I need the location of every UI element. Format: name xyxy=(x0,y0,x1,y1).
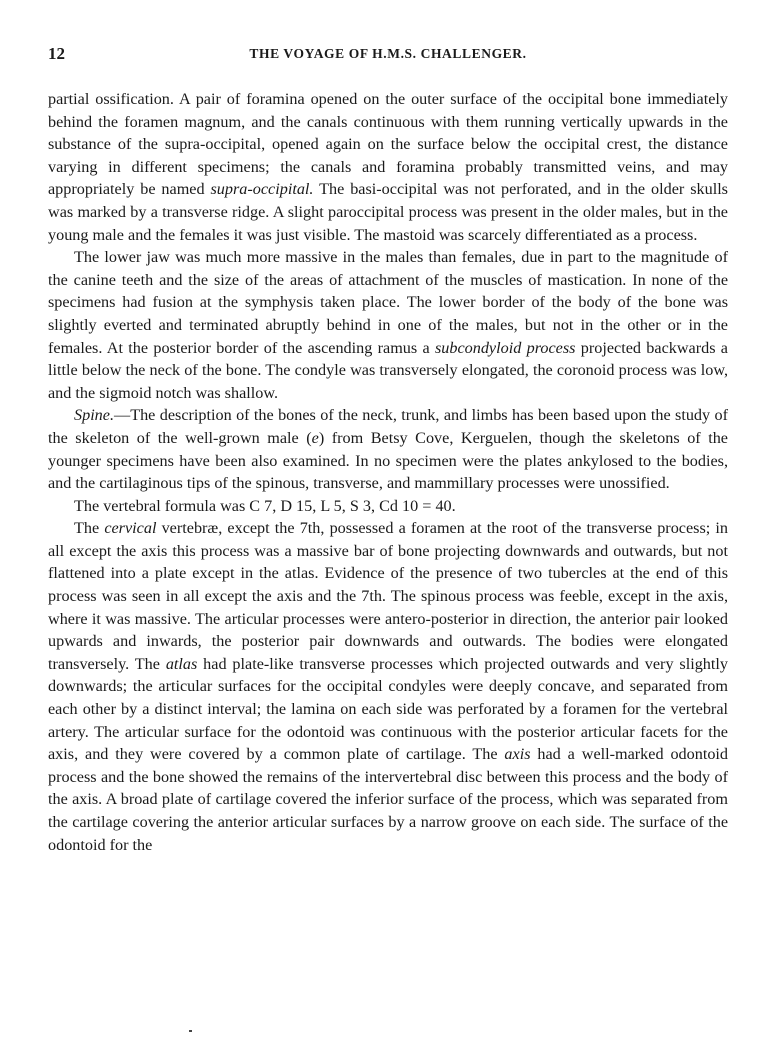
text-run: The vertebral formula was C 7, D 15, L 5, S 3, Cd 10 = 40. xyxy=(74,496,456,515)
italic-run: Spine. xyxy=(74,406,115,425)
text-run: ) from Betsy Cove, Kerguelen, though the skeletons of the younger specimens have been also examined. In no specimen were the plates ankylosed to the bodies, and the cartilaginous tips of the spinous, transverse, and mammillary processes were unossified. xyxy=(48,428,728,493)
paragraph xyxy=(48,404,728,494)
paragraph xyxy=(48,517,728,856)
text-run: The xyxy=(74,519,105,538)
italic-run: axis xyxy=(504,745,531,764)
text-run: —The description of the bones of the neck, trunk, and limbs has been based upon the study of the skeleton of the well-grown male ( xyxy=(48,406,728,447)
page-number: 12 xyxy=(48,44,65,63)
page xyxy=(48,40,728,856)
page-header xyxy=(48,40,728,68)
text-run: partial ossification. A pair of foramina opened on the outer surface of the occipital bone immediately behind the foramen magnum, and the canals continuous with them running vertically upwards in the substance of the supra-occipital, opened again on the surface below the occipital crest, the distance varying in different specimens; the canals and foramina probably transmitted veins, and may appropriately be named xyxy=(48,90,728,199)
footer-mark xyxy=(189,1030,192,1032)
text-run: had plate-like transverse processes which projected outwards and very slightly downwards; the articular surfaces for the occipital condyles were deeply concave, and separated from each other by a distinct interval; the lamina on each side was perforated by a foramen for the vertebral artery. The articular surface for the odontoid was continuous with the posterior articular facets for the axis, and they were covered by a common plate of cartilage. The xyxy=(48,654,728,764)
italic-run: e xyxy=(311,428,319,447)
italic-run: atlas xyxy=(165,654,198,673)
running-head: THE VOYAGE OF H.M.S. CHALLENGER. xyxy=(249,46,527,61)
body-text xyxy=(48,88,728,856)
text-run: vertebræ, except the 7th, possessed a foramen at the root of the transverse process; in all except the axis this process was a massive bar of bone projecting downwards and outwards, but not flattened into a plate except in the atlas. Evidence of the presence of two tubercles at the end of this process was seen in all except the axis and the 7th. The spinous process was feeble, except in the axis, where it was massive. The articular processes were antero-posterior in direction, the anterior pair looked upwards and inwards, the posterior pair downwards and outwards. The bodies were elongated transversely. The xyxy=(48,519,728,673)
paragraph xyxy=(48,495,728,518)
text-run: had a well-marked odontoid process and the bone showed the remains of the intervertebral disc between this process and the body of the axis. A broad plate of cartilage covered the inferior surface of the process, which was separated from the cartilage covering the anterior articular surfaces by a narrow groove on each side. The surface of the odontoid for the xyxy=(48,745,729,854)
text-run: projected backwards a little below the neck of the bone. The condyle was transversely elongated, the coronoid process was low, and the sigmoid notch was shallow. xyxy=(48,338,728,402)
paragraph xyxy=(48,88,728,246)
italic-run: cervical xyxy=(104,519,157,538)
paragraph xyxy=(48,246,728,404)
italic-run: subcondyloid process xyxy=(434,338,576,357)
text-run: The basi-occipital was not perforated, and in the older skulls was marked by a transverse ridge. A slight paroccipital process was present in the older males, but in the young male and the females it was just visible. The mastoid was scarcely differentiated as a process. xyxy=(48,180,728,244)
text-run: The lower jaw was much more massive in the males than females, due in part to the magnitude of the canine teeth and the size of the areas of attachment of the muscles of mastication. In none of the specimens had fusion at the symphysis taken place. The lower border of the body of the bone was slightly everted and terminated abruptly behind in one of the males, but not in the other or in the females. At the posterior border of the ascending ramus a xyxy=(48,248,728,357)
italic-run: supra-occipital. xyxy=(210,180,314,199)
